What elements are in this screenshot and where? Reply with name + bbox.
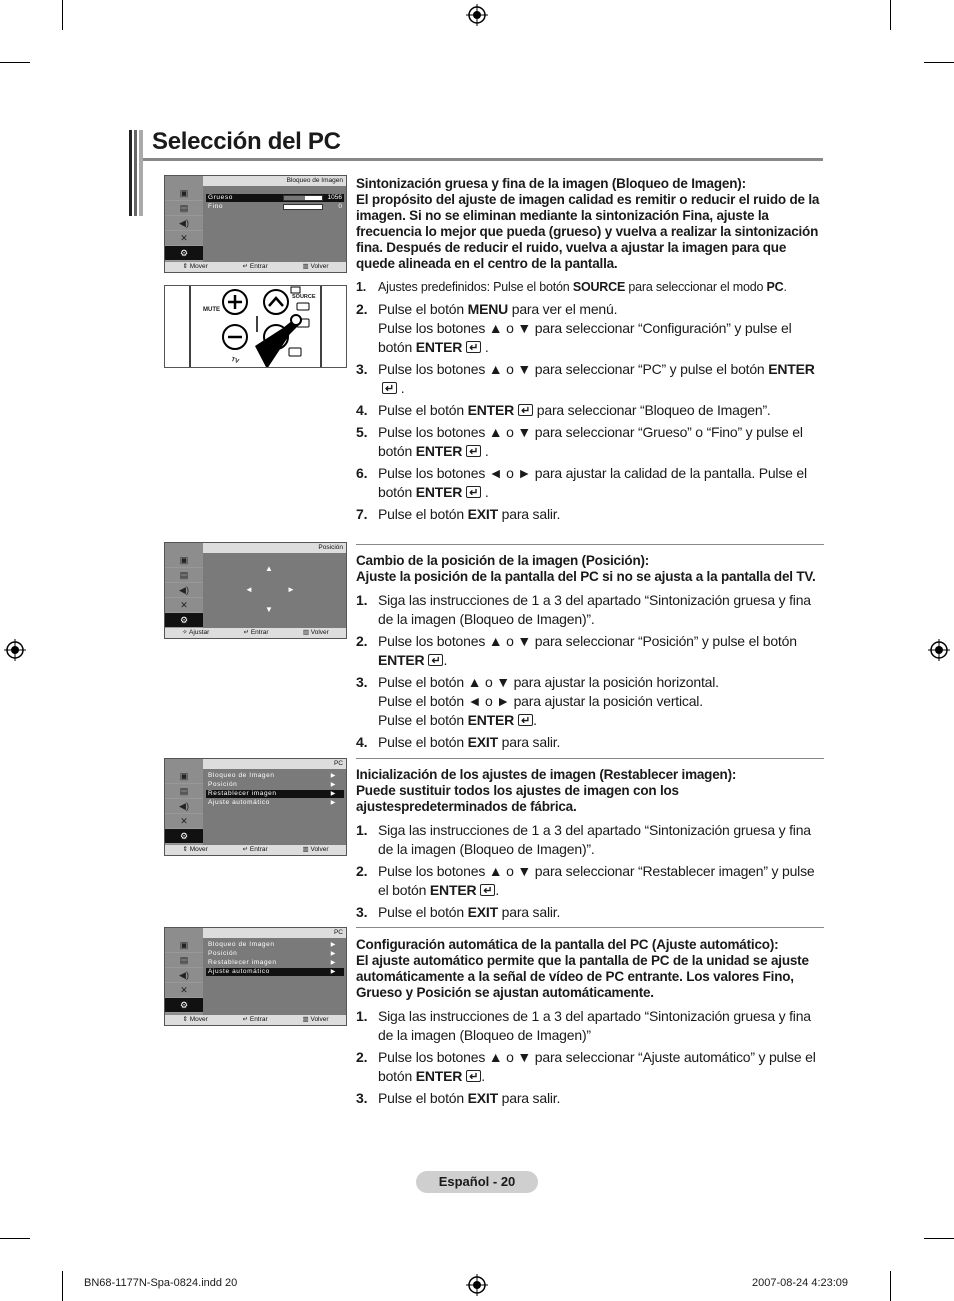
remote-illustration [164, 285, 347, 368]
osd-sidebar [165, 928, 203, 1015]
step-item: 5. Pulse los botones ▲ o ▼ para seleccionar “Grueso” o “Fino” y pulse el botón ENTER↵ . [356, 423, 824, 461]
return-hint: ▥ Volver [302, 629, 329, 636]
osd-sidebar [165, 759, 203, 845]
enter-icon [518, 404, 533, 416]
osd-footer [165, 845, 346, 855]
enter-icon [382, 382, 397, 394]
osd-pc-menu-restablecer [164, 758, 347, 856]
osd-row-grueso: Grueso [206, 194, 344, 202]
step-item: 1. Ajustes predefinidos: Pulse el botón SOURCE para seleccionar el modo PC. [356, 280, 787, 294]
channel-icon: ▤ [165, 568, 203, 583]
enter-icon [428, 654, 443, 666]
setup-icon: ⚙ [165, 613, 203, 628]
antenna-icon: ✕ [165, 814, 203, 829]
print-file-info: BN68-1177N-Spa-0824.indd 20 [84, 1277, 238, 1289]
osd-level-bar [283, 204, 323, 210]
section-divider [356, 758, 824, 759]
section-heading: Sintonización gruesa y fina de la imagen (Bloqueo de Imagen): El propósito del ajuste de imagen calidad es remitir o reducir el ruido de la imagen. Si no se eliminan mediante la sintonización Fina, ajuste la frecuencia lo mejor que pueda (grueso) y vuelva a realizar la sintonización fina. Después de reducir el ruido, vuelva a ajustar la imagen para que quede alineada en el centro de la pantalla. [356, 176, 820, 271]
crop-mark [0, 62, 30, 63]
step-item: 1. Siga las instrucciones de 1 a 3 del apartado “Sintonización gruesa y fina de la imagen (Bloqueo de Imagen)”. [356, 592, 811, 627]
setup-icon: ⚙ [165, 998, 203, 1013]
step-list [356, 591, 824, 752]
step-item: 3. Pulse el botón ▲ o ▼ para ajustar la posición horizontal. Pulse el botón ◄ o ► para ajustar la posición vertical. Pulse el botón ENTER↵ . [356, 673, 824, 730]
osd-pc-menu-ajuste [164, 927, 347, 1026]
return-hint: ▥ Volver [302, 263, 329, 270]
osd-menu-item: Ajuste automático ▶ [208, 799, 336, 806]
crop-mark [890, 0, 891, 30]
step-item: 2. Pulse los botones ▲ o ▼ para seleccionar “Posición” y pulse el botón ENTER↵ . [356, 632, 824, 670]
section-ajuste-automatico [356, 937, 824, 1111]
osd-row-fino: Fino [208, 203, 224, 210]
osd-footer [165, 262, 346, 272]
osd-footer [165, 628, 346, 638]
osd-level-bar [283, 195, 323, 201]
step-item: 1. Siga las instrucciones de 1 a 3 del apartado “Sintonización gruesa y fina de la imagen (Bloqueo de Imagen)”. [356, 822, 811, 857]
remote-drawing [165, 286, 347, 368]
sound-icon: ◀) [165, 968, 203, 983]
section-divider [356, 544, 824, 545]
osd-sidebar [165, 176, 203, 262]
osd-level-fill [284, 196, 305, 200]
osd-header: PC [203, 759, 346, 769]
enter-icon [466, 1070, 481, 1082]
antenna-icon: ✕ [165, 983, 203, 998]
crop-mark [62, 1271, 63, 1301]
enter-hint: ↵ Entrar [243, 629, 269, 636]
registration-mark-icon [928, 639, 950, 661]
enter-icon [466, 445, 481, 457]
crop-mark [924, 62, 954, 63]
picture-icon: ▣ [165, 553, 203, 568]
step-item: 4. Pulse el botón EXIT para salir. [356, 734, 561, 750]
crop-mark [924, 1238, 954, 1239]
osd-value: 1056 [327, 194, 342, 201]
picture-icon: ▣ [165, 769, 203, 784]
enter-icon [518, 714, 533, 726]
step-list [356, 278, 824, 524]
enter-hint: ↵ Entrar [242, 1016, 268, 1023]
move-hint: ⇕ Mover [182, 1016, 208, 1023]
enter-icon [466, 486, 481, 498]
registration-mark-icon [4, 639, 26, 661]
section-heading: Cambio de la posición de la imagen (Posición): Ajuste la posición de la pantalla del PC si no se ajusta a la pantalla del TV. [356, 553, 816, 584]
picture-icon: ▣ [165, 938, 203, 953]
step-item: 4. Pulse el botón ENTER↵ para seleccionar “Bloqueo de Imagen”. [356, 401, 824, 420]
adjust-hint: ✧ Ajustar [182, 629, 210, 636]
setup-icon: ⚙ [165, 829, 203, 844]
page-number-badge: Español - 20 [416, 1171, 538, 1193]
osd-menu-item-selected: Ajuste automático ▶ [206, 968, 344, 976]
print-date-info: 2007-08-24 4:23:09 [752, 1277, 849, 1289]
step-item: 1. Siga las instrucciones de 1 a 3 del apartado “Sintonización gruesa y fina de la imagen (Bloqueo de Imagen)” [356, 1008, 811, 1043]
arrow-right-icon: ► [287, 585, 295, 594]
arrow-down-icon: ▼ [265, 605, 273, 614]
step-item: 2. Pulse el botón MENU para ver el menú. Pulse los botones ▲ o ▼ para seleccionar “Configuración” y pulse el botón ENTER↵ . [356, 300, 824, 357]
step-item: 6. Pulse los botones ◄ o ► para ajustar la calidad de la pantalla. Pulse el botón ENTER↵ . [356, 464, 824, 502]
osd-menu-item: Posición ▶ [208, 950, 336, 957]
enter-icon [466, 341, 481, 353]
antenna-icon: ✕ [165, 598, 203, 613]
tv-label: TV [230, 356, 240, 366]
channel-icon: ▤ [165, 201, 203, 216]
section-divider [356, 927, 824, 928]
channel-icon: ▤ [165, 953, 203, 968]
step-item: 2. Pulse los botones ▲ o ▼ para seleccionar “Ajuste automático” y pulse el botón ENTER↵ . [356, 1048, 824, 1086]
move-hint: ⇕ Mover [182, 846, 208, 853]
osd-menu-item: Bloqueo de Imagen ▶ [208, 772, 336, 779]
title-decoration [129, 130, 143, 216]
sound-icon: ◀) [165, 583, 203, 598]
step-item: 2. Pulse los botones ▲ o ▼ para seleccionar “Restablecer imagen” y pulse el botón ENTER↵ . [356, 862, 824, 900]
section-restablecer [356, 767, 824, 925]
osd-menu-item: Posición ▶ [208, 781, 336, 788]
return-hint: ▥ Volver [302, 1016, 329, 1023]
title-rule [143, 158, 823, 161]
enter-icon [480, 884, 495, 896]
arrow-up-icon: ▲ [265, 564, 273, 573]
osd-menu-item-selected: Restablecer imagen ▶ [206, 790, 344, 798]
step-item: 7. Pulse el botón EXIT para salir. [356, 506, 561, 522]
picture-icon: ▣ [165, 186, 203, 201]
enter-hint: ↵ Entrar [242, 263, 268, 270]
channel-icon: ▤ [165, 784, 203, 799]
osd-bloqueo-imagen [164, 175, 347, 273]
step-item: 3. Pulse los botones ▲ o ▼ para seleccionar “PC” y pulse el botón ENTER↵ . [356, 360, 824, 398]
antenna-icon: ✕ [165, 231, 203, 246]
section-heading: Configuración automática de la pantalla del PC (Ajuste automático): El ajuste automático permite que la pantalla de PC de la unidad se ajuste automáticamente a la señal de vídeo de PC entrante. Los valores Fino, Grueso y Posición se ajustan automáticamente. [356, 937, 809, 1000]
mute-label: MUTE [203, 307, 220, 313]
sound-icon: ◀) [165, 799, 203, 814]
osd-posicion [164, 542, 347, 639]
osd-header: Posición [203, 543, 346, 553]
step-list [356, 821, 824, 922]
osd-header: PC [203, 928, 346, 938]
section-bloqueo-imagen [356, 176, 824, 527]
setup-icon: ⚙ [165, 246, 203, 261]
registration-mark-icon [466, 4, 488, 26]
osd-value: 0 [338, 203, 342, 210]
page-title: Selección del PC [152, 128, 341, 155]
sound-icon: ◀) [165, 216, 203, 231]
step-list [356, 1007, 824, 1108]
source-label: SOURCE [292, 294, 316, 300]
crop-mark [62, 0, 63, 30]
step-item: 3. Pulse el botón EXIT para salir. [356, 1090, 561, 1106]
move-hint: ⇕ Mover [182, 263, 208, 270]
osd-menu-item: Bloqueo de Imagen ▶ [208, 941, 336, 948]
crop-mark [0, 1238, 30, 1239]
enter-hint: ↵ Entrar [242, 846, 268, 853]
section-heading: Inicialización de los ajustes de imagen (Restablecer imagen): Puede sustituir todos los ajustes de imagen con los ajustespredeterminados de fábrica. [356, 767, 737, 814]
registration-mark-icon [466, 1274, 488, 1296]
step-item: 3. Pulse el botón EXIT para salir. [356, 904, 561, 920]
return-hint: ▥ Volver [302, 846, 329, 853]
osd-sidebar [165, 543, 203, 628]
arrow-left-icon: ◄ [245, 585, 253, 594]
osd-header: Bloqueo de Imagen [203, 176, 346, 186]
osd-footer [165, 1015, 346, 1025]
osd-menu-item: Restablecer imagen ▶ [208, 959, 336, 966]
crop-mark [890, 1271, 891, 1301]
section-posicion [356, 553, 824, 755]
